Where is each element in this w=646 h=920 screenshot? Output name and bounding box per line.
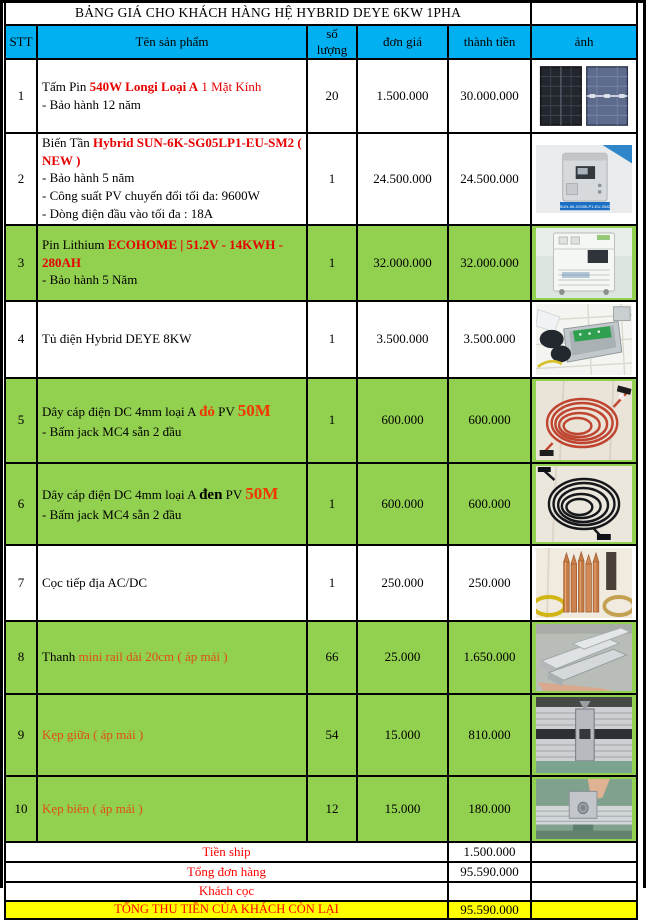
product-photo xyxy=(536,145,632,213)
black-cable-coil-photo xyxy=(536,466,632,542)
quantity-cell: 66 xyxy=(307,621,357,694)
photo-cell xyxy=(531,301,637,378)
total-cell: 600.000 xyxy=(448,463,531,545)
product-spec-line: - Bấm jack MC4 sẵn 2 đầu xyxy=(42,507,182,523)
product-photo xyxy=(536,624,632,691)
row-number-cell: 4 xyxy=(5,301,37,378)
unit-price-cell: 1.500.000 xyxy=(357,59,448,133)
unit-price-cell: 24.500.000 xyxy=(357,133,448,225)
mini-rails-photo xyxy=(536,624,632,691)
product-name-segment: Kẹp biên ( áp mái ) xyxy=(42,800,143,816)
product-name-segment: mini rail dài 20cm ( áp mái ) xyxy=(78,649,228,665)
quantity-cell: 1 xyxy=(307,301,357,378)
quantity-cell: 1 xyxy=(307,133,357,225)
column-header-total: thành tiền xyxy=(448,25,531,59)
product-name-segment: 50M xyxy=(245,484,279,504)
product-spec-line: - Bảo hành 5 Năm xyxy=(42,272,138,288)
battery-cabinet-photo xyxy=(536,228,632,298)
summary-label-cell: Khách cọc xyxy=(5,882,448,901)
column-header-unit-price: đơn giá xyxy=(357,25,448,59)
photo-cell xyxy=(531,463,637,545)
quantity-cell: 1 xyxy=(307,463,357,545)
product-photo xyxy=(536,304,632,375)
summary-row xyxy=(5,901,637,919)
product-name-segment: đen xyxy=(199,487,223,504)
row-number-cell: 6 xyxy=(5,463,37,545)
product-spec-line: - Bảo hành 5 năm xyxy=(42,170,135,186)
edge-clamp-photo xyxy=(536,779,632,839)
total-cell: 180.000 xyxy=(448,776,531,842)
product-name-segment: Tủ điện Hybrid DEYE 8KW xyxy=(42,331,192,347)
row-number-cell: 7 xyxy=(5,545,37,621)
product-spec-line: - Bấm jack MC4 sẵn 2 đầu xyxy=(42,423,182,439)
quantity-cell: 1 xyxy=(307,225,357,301)
table-title: BẢNG GIÁ CHO KHÁCH HÀNG HỆ HYBRID DEYE 6KW 1PHA xyxy=(5,1,531,25)
photo-cell xyxy=(531,545,637,621)
photo-cell xyxy=(531,378,637,463)
row-number-cell: 8 xyxy=(5,621,37,694)
solar-panels-photo xyxy=(536,63,632,129)
column-header-stt: STT xyxy=(5,25,37,59)
product-name-segment: ECOHOME | 51.2V - 14KWH - 280AH xyxy=(42,237,283,270)
row-number-cell: 2 xyxy=(5,133,37,225)
product-photo xyxy=(536,548,632,618)
product-name-segment: Kẹp giữa ( áp mái ) xyxy=(42,726,144,742)
photo-cell xyxy=(531,225,637,301)
row-number-cell: 3 xyxy=(5,225,37,301)
unit-price-cell: 600.000 xyxy=(357,463,448,545)
summary-value-cell: 95.590.000 xyxy=(448,862,531,882)
total-cell: 3.500.000 xyxy=(448,301,531,378)
product-name-segment: PV xyxy=(222,487,246,503)
unit-price-cell: 250.000 xyxy=(357,545,448,621)
product-photo xyxy=(536,779,632,839)
product-spec-line: - Dòng điện đầu vào tối đa : 18A xyxy=(42,206,214,222)
unit-price-cell: 3.500.000 xyxy=(357,301,448,378)
unit-price-cell: 600.000 xyxy=(357,378,448,463)
product-name-segment: PV xyxy=(214,403,238,419)
summary-label-cell: Tiền ship xyxy=(5,842,448,862)
column-header-quantity: số lượng xyxy=(307,25,357,59)
mid-clamp-photo xyxy=(536,697,632,773)
unit-price-cell: 15.000 xyxy=(357,776,448,842)
product-name-segment: Hybrid SUN-6K-SG05LP1-EU-SM2 ( NEW ) xyxy=(42,135,302,168)
row-number-cell: 9 xyxy=(5,694,37,776)
product-name-segment: đỏ xyxy=(199,403,215,420)
inverter-label-text: SUN-6K-SG05LP1-EU-SM2 xyxy=(559,203,611,209)
product-photo xyxy=(536,697,632,773)
quantity-cell: 20 xyxy=(307,59,357,133)
summary-spacer-cell xyxy=(531,901,637,919)
total-cell: 1.650.000 xyxy=(448,621,531,694)
product-name-segment: Thanh xyxy=(42,649,79,665)
quantity-cell: 12 xyxy=(307,776,357,842)
photo-cell xyxy=(531,776,637,842)
product-name-segment: Cọc tiếp địa AC/DC xyxy=(42,574,148,590)
quantity-cell: 1 xyxy=(307,378,357,463)
row-number-cell: 1 xyxy=(5,59,37,133)
total-cell: 32.000.000 xyxy=(448,225,531,301)
row-number-cell: 10 xyxy=(5,776,37,842)
total-cell: 30.000.000 xyxy=(448,59,531,133)
product-name-segment: Pin Lithium xyxy=(42,237,108,253)
summary-value-cell: 1.500.000 xyxy=(448,842,531,862)
photo-cell xyxy=(531,694,637,776)
product-photo xyxy=(536,466,632,542)
product-name-segment: 1 Mặt Kính xyxy=(198,79,262,95)
inverter-photo xyxy=(536,145,632,213)
product-name-segment: Dây cáp điện DC 4mm loại A xyxy=(42,403,200,419)
red-cable-coil-photo xyxy=(536,381,632,460)
ground-rods-photo xyxy=(536,548,632,618)
total-cell: 24.500.000 xyxy=(448,133,531,225)
photo-cell xyxy=(531,621,637,694)
total-cell: 600.000 xyxy=(448,378,531,463)
unit-price-cell: 15.000 xyxy=(357,694,448,776)
product-name-segment: Tấm Pin xyxy=(42,79,90,95)
summary-value-cell: 95.590.000 xyxy=(448,901,531,919)
photo-cell xyxy=(531,133,637,225)
unit-price-cell: 32.000.000 xyxy=(357,225,448,301)
total-cell: 810.000 xyxy=(448,694,531,776)
product-photo xyxy=(536,381,632,460)
product-name-segment: 540W Longi Loại A xyxy=(89,79,199,95)
total-cell: 250.000 xyxy=(448,545,531,621)
quantity-cell: 1 xyxy=(307,545,357,621)
quantity-cell: 54 xyxy=(307,694,357,776)
unit-price-cell: 25.000 xyxy=(357,621,448,694)
product-spec-line: - Bảo hành 12 năm xyxy=(42,96,141,112)
summary-label-cell: Tổng đơn hàng xyxy=(5,862,448,882)
product-name-segment: Dây cáp điện DC 4mm loại A xyxy=(42,487,200,503)
product-photo xyxy=(536,228,632,298)
product-name-segment: 50M xyxy=(237,400,271,420)
summary-label-cell: TỔNG THU TIỀN CỦA KHÁCH CÒN LẠI xyxy=(5,901,448,919)
electrical-box-photo xyxy=(536,304,632,375)
product-name-segment: Biến Tần xyxy=(42,135,94,150)
photo-cell xyxy=(531,59,637,133)
product-photo xyxy=(536,63,632,129)
column-header-product: Tên sản phẩm xyxy=(37,25,307,59)
product-spec-line: - Công suất PV chuyển đổi tối đa: 9600W xyxy=(42,188,260,204)
row-number-cell: 5 xyxy=(5,378,37,463)
column-header-photo: ảnh xyxy=(531,25,637,59)
